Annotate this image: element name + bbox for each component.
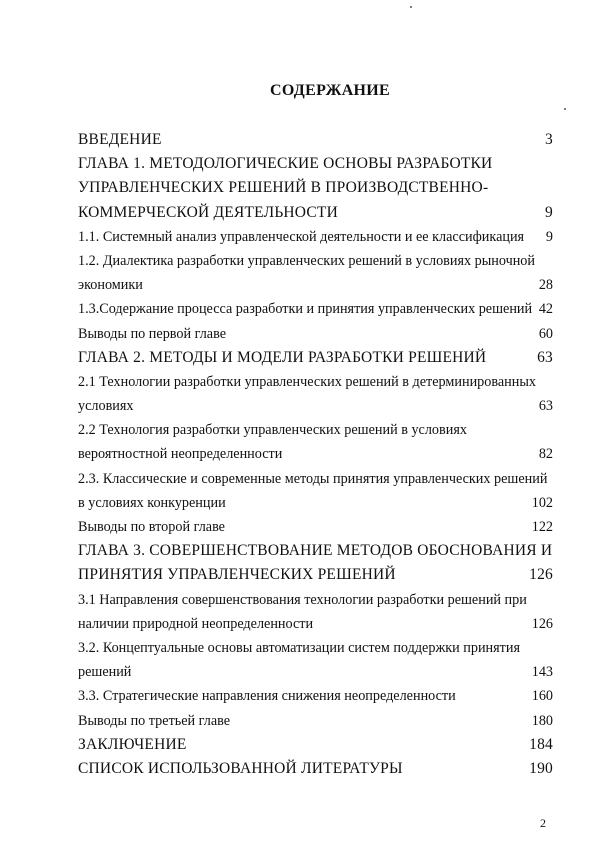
toc-entry (78, 297, 553, 321)
toc-entry (78, 201, 553, 225)
toc-entry (78, 467, 553, 491)
toc-entry-text: Выводы по первой главе (78, 325, 227, 342)
toc-entry (78, 249, 553, 273)
toc-entry (78, 636, 553, 660)
toc-entry-text: наличии природной неопределенности (78, 615, 314, 632)
toc-entry-text: 3.2. Концептуальные основы автоматизации систем поддержки принятия (78, 639, 520, 656)
toc-entry-page: 143 (531, 664, 553, 681)
toc-entry-text: экономики (78, 277, 143, 294)
toc-entry-text: 1.1. Системный анализ управленческой деятельности и ее классификация (78, 228, 525, 245)
toc-entry-page: 122 (531, 519, 553, 535)
toc-entry-text: ВВЕДЕНИЕ (78, 131, 162, 148)
toc-entry-page: 9 (545, 203, 553, 221)
toc-entry (78, 346, 553, 370)
toc-entry (78, 733, 553, 757)
table-of-contents (78, 128, 553, 781)
toc-entry-page: 126 (529, 566, 553, 584)
toc-entry (78, 273, 553, 297)
toc-entry-page: 190 (529, 759, 553, 777)
toc-entry-text: 2.2 Технология разработки управленческих решений в условиях (78, 422, 467, 439)
toc-entry-page: 63 (537, 348, 553, 366)
toc-entry-text: ГЛАВА 1. МЕТОДОЛОГИЧЕСКИЕ ОСНОВЫ РАЗРАБОТКИ (78, 155, 493, 173)
toc-entry-page: 60 (538, 325, 553, 342)
toc-entry-text: 1.2. Диалектика разработки управленческих решений в условиях рыночной (78, 252, 535, 269)
toc-entry (78, 225, 553, 249)
toc-entry-text: Выводы по второй главе (78, 519, 225, 535)
scan-speck (410, 6, 412, 8)
toc-entry (78, 539, 553, 563)
toc-entry-text: 2.1 Технологии разработки управленческих решений в детерминированных (78, 373, 536, 390)
toc-entry-page: 3 (545, 131, 553, 148)
toc-entry (78, 442, 553, 466)
toc-entry-page: 82 (538, 446, 553, 463)
toc-entry (78, 491, 553, 515)
toc-entry-text: СПИСОК ИСПОЛЬЗОВАННОЙ ЛИТЕРАТУРЫ (78, 759, 403, 777)
toc-entry-text: КОММЕРЧЕСКОЙ ДЕЯТЕЛЬНОСТИ (78, 203, 338, 221)
toc-entry (78, 128, 553, 152)
toc-entry-text: 2.3. Классические и современные методы принятия управленческих решений (78, 470, 548, 487)
toc-entry (78, 757, 553, 781)
toc-entry (78, 660, 553, 684)
toc-entry (78, 709, 553, 733)
toc-entry-text: ГЛАВА 2. МЕТОДЫ И МОДЕЛИ РАЗРАБОТКИ РЕШЕНИЙ (78, 348, 487, 366)
toc-entry-page: 160 (531, 688, 553, 705)
toc-entry (78, 684, 553, 708)
toc-entry (78, 515, 553, 539)
scan-speck (564, 108, 566, 110)
toc-entry-text: УПРАВЛЕНЧЕСКИХ РЕШЕНИЙ В ПРОИЗВОДСТВЕННО- (78, 179, 489, 197)
toc-entry-text: решений (78, 664, 132, 681)
toc-entry-text: ЗАКЛЮЧЕНИЕ (78, 735, 187, 753)
toc-entry-page: 102 (531, 494, 553, 511)
toc-entry-text: условиях (78, 398, 134, 415)
toc-entry (78, 176, 553, 200)
toc-entry-page: 42 (538, 301, 553, 318)
toc-entry-text: 3.3. Стратегические направления снижения неопределенности (78, 688, 456, 705)
toc-entry-page: 63 (538, 398, 553, 415)
toc-entry (78, 370, 553, 394)
toc-entry-page: 180 (531, 712, 553, 729)
toc-entry (78, 418, 553, 442)
page-number: 2 (540, 816, 546, 830)
toc-entry-text: в условиях конкуренции (78, 494, 226, 511)
toc-entry-text: 3.1 Направления совершенствования технологии разработки решений при (78, 591, 527, 608)
toc-entry (78, 588, 553, 612)
toc-entry (78, 152, 553, 176)
toc-entry-page: 184 (529, 735, 553, 753)
toc-entry-text: ПРИНЯТИЯ УПРАВЛЕНЧЕСКИХ РЕШЕНИЙ (78, 566, 396, 584)
toc-entry (78, 394, 553, 418)
toc-entry-text: 1.3.Содержание процесса разработки и принятия управленческих решений (78, 301, 533, 318)
toc-entry-page: 9 (545, 228, 553, 245)
toc-title: СОДЕРЖАНИЕ (269, 82, 391, 99)
toc-entry-text: Выводы по третьей главе (78, 712, 231, 729)
toc-entry-text: ГЛАВА 3. СОВЕРШЕНСТВОВАНИЕ МЕТОДОВ ОБОСНОВАНИЯ И (78, 542, 553, 560)
toc-entry-page: 28 (538, 277, 553, 294)
toc-entry-page: 126 (531, 615, 553, 632)
toc-entry-text: вероятностной неопределенности (78, 446, 283, 463)
toc-entry (78, 563, 553, 587)
toc-entry (78, 322, 553, 346)
toc-entry (78, 612, 553, 636)
